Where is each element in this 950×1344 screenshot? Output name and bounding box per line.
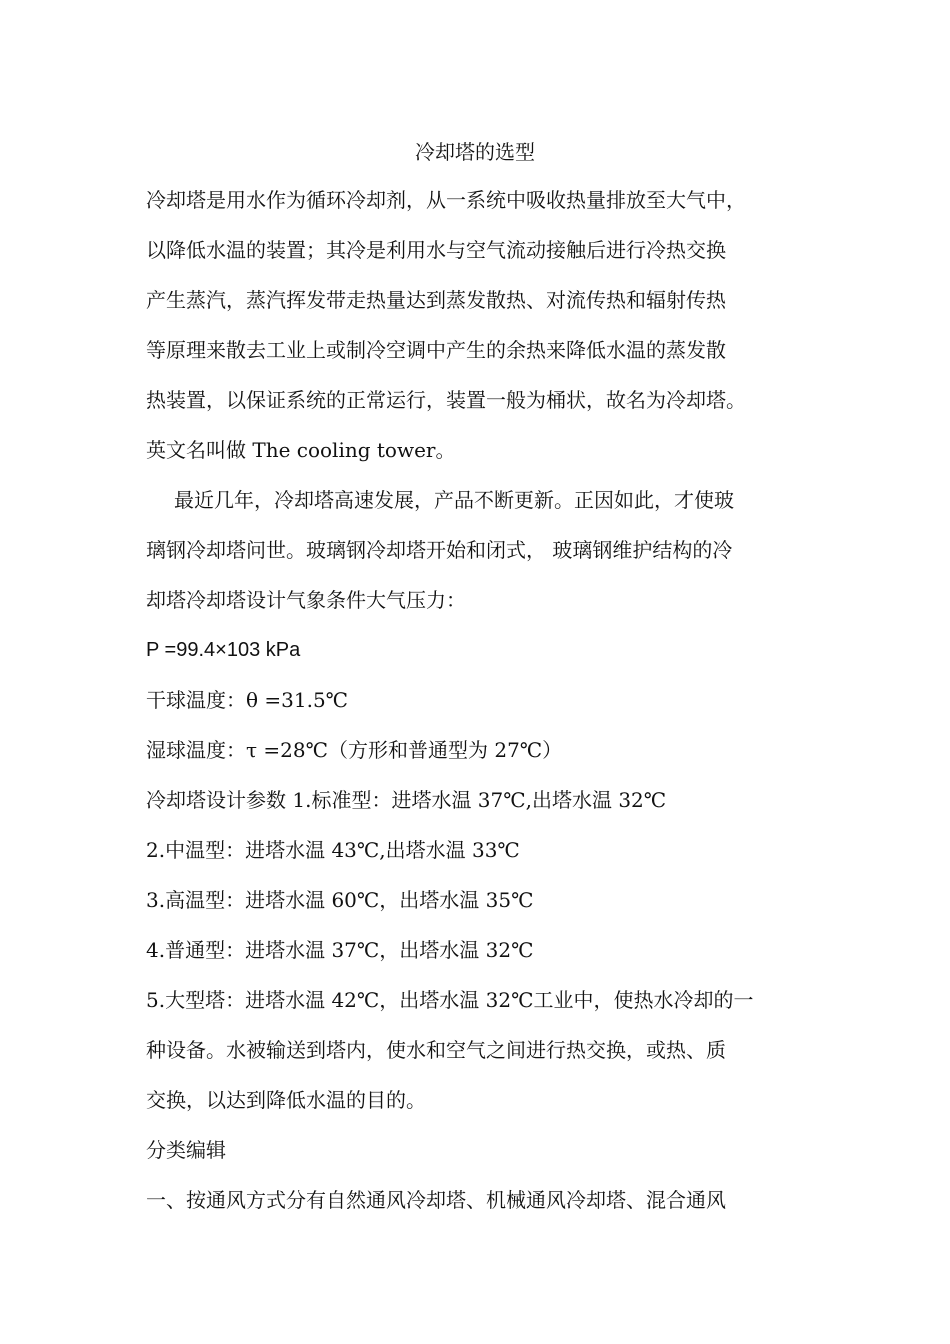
section-heading: 分类编辑 bbox=[146, 1138, 226, 1162]
design-params-line: 冷却塔设计参数 1.标准型：进塔水温 37℃,出塔水温 32℃ bbox=[146, 788, 667, 812]
wet-bulb-line: 湿球温度：τ =28℃（方形和普通型为 27℃） bbox=[146, 738, 563, 762]
paragraph-line: 以降低水温的装置；其冷是利用水与空气流动接触后进行冷热交换 bbox=[146, 238, 726, 262]
medium-temp-line: 2.中温型：进塔水温 43℃,出塔水温 33℃ bbox=[146, 838, 520, 862]
paragraph-text: 最近几年，冷却塔高速发展，产品不断更新。正因如此，才使玻 bbox=[174, 488, 734, 512]
paragraph-line: 产生蒸汽，蒸汽挥发带走热量达到蒸发散热、对流传热和辐射传热 bbox=[146, 288, 726, 312]
paragraph-line: 热装置，以保证系统的正常运行，装置一般为桶状，故名为冷却塔。 bbox=[146, 388, 746, 412]
pressure-line: P =99.4×103 kPa bbox=[146, 639, 301, 661]
paragraph-line: 英文名叫做 The cooling tower。 bbox=[146, 438, 456, 462]
document-title: 冷却塔的选型 bbox=[415, 140, 535, 164]
paragraph-line: 等原理来散去工业上或制冷空调中产生的余热来降低水温的蒸发散 bbox=[146, 338, 726, 362]
paragraph-line-indented bbox=[146, 482, 826, 532]
document-body bbox=[146, 182, 826, 1232]
paragraph-line: 璃钢冷却塔问世。玻璃钢冷却塔开始和闭式， 玻璃钢维护结构的冷 bbox=[146, 538, 733, 562]
high-temp-line: 3.高温型：进塔水温 60℃，出塔水温 35℃ bbox=[146, 888, 534, 912]
normal-type-line: 4.普通型：进塔水温 37℃，出塔水温 32℃ bbox=[146, 938, 534, 962]
paragraph-line: 种设备。水被输送到塔内，使水和空气之间进行热交换，或热、质 bbox=[146, 1038, 726, 1062]
paragraph-line: 冷却塔是用水作为循环冷却剂，从一系统中吸收热量排放至大气中， bbox=[146, 188, 746, 212]
paragraph-line: 一、按通风方式分有自然通风冷却塔、机械通风冷却塔、混合通风 bbox=[146, 1188, 726, 1212]
paragraph-line: 交换，以达到降低水温的目的。 bbox=[146, 1088, 426, 1112]
paragraph-line: 却塔冷却塔设计气象条件大气压力： bbox=[146, 588, 466, 612]
large-tower-line: 5.大型塔：进塔水温 42℃，出塔水温 32℃工业中，使热水冷却的一 bbox=[146, 988, 754, 1012]
dry-bulb-line: 干球温度：θ =31.5℃ bbox=[146, 688, 349, 712]
